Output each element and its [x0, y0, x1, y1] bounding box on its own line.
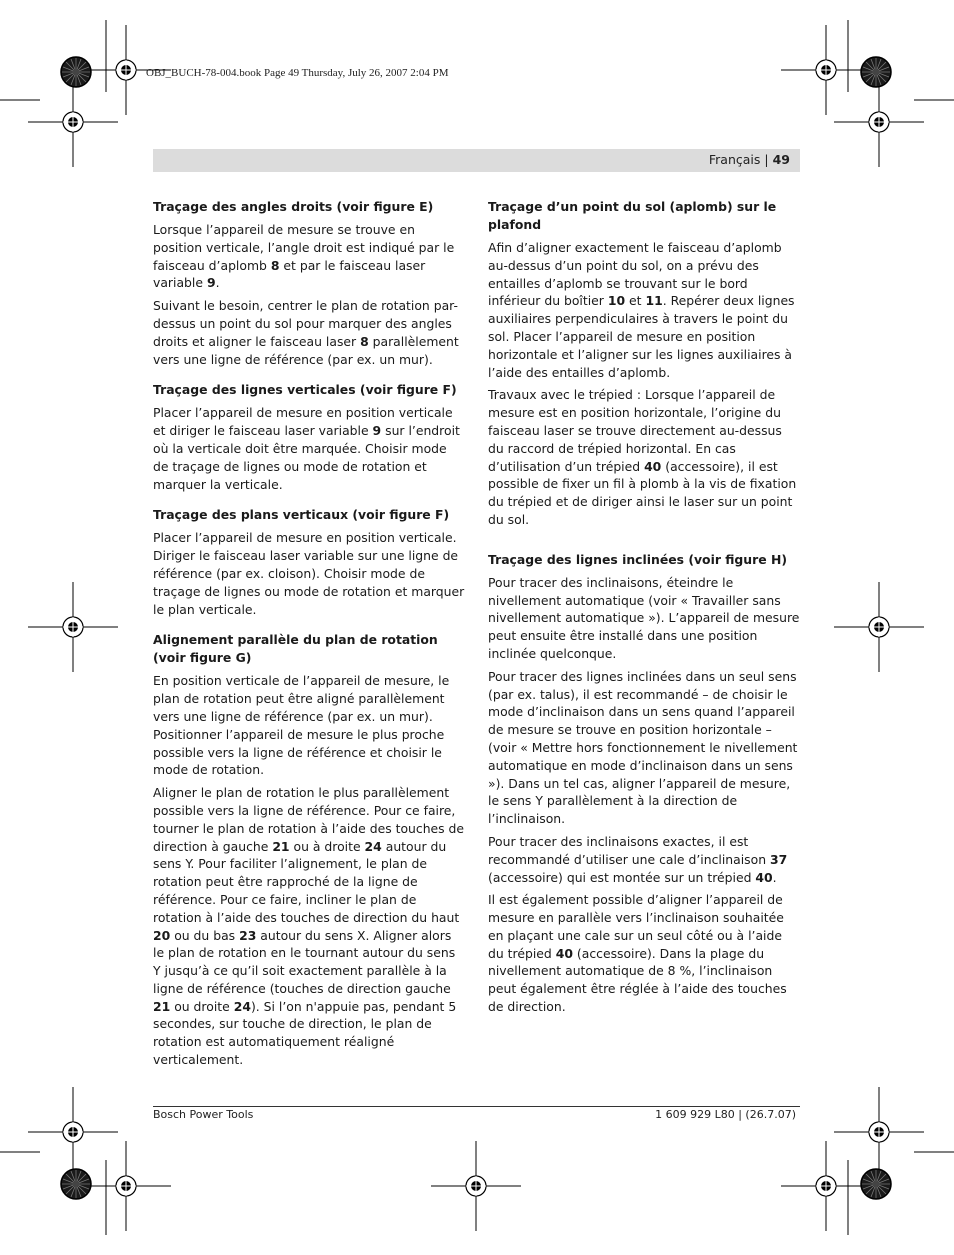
- header-text: [709, 152, 790, 167]
- header-separator: |: [760, 152, 773, 167]
- body-paragraph: Pour tracer des lignes inclinées dans un seul sens (par ex. talus), il est recommandé – de choisir le mode d’inclinaison dans un sens quand l’appareil de mesure se trouve en position horizontale – (voir « Mettre hors fonctionnement le nivellement automatique en mode d’inclinaison dans un sens »). Dans un tel cas, aligner l’appareil de mesure, le sens Y parallèlement à la direction de l’inclinaison.: [488, 668, 798, 827]
- body-paragraph: Pour tracer des inclinaisons exactes, il est recommandé d’utiliser une cale d’inclinaison 37 (accessoire) qui est montée sur un trépied 40.: [488, 833, 788, 885]
- body-paragraph: Aligner le plan de rotation le plus parallèlement possible vers la ligne de référence. Pour ce faire, tourner le plan de rotation à l’aide des touches de direction à gauche 21 ou à droite 24 autour du sens Y. Pour faciliter l’alignement, le plan de rotation peut être rapproché de la ligne de référence. Pour ce faire, incliner le plan de rotation à l’aide des touches de direction du haut 20 ou du bas 23 autour du sens X. Aligner alors le plan de rotation en le tournant autour du sens Y jusqu’à ce qu’il soit exactement parallèle à la ligne de référence (touches de direction gauche 21 ou droite 24). Si l’on n'appuie pas, pendant 5 secondes, sur touche de direction, le plan de rotation est automatiquement réaligné verticalement.: [153, 785, 465, 1068]
- body-paragraph: Pour tracer des inclinaisons, éteindre le nivellement automatique (voir « Travailler sans nivellement automatique »). L’appareil de mesure peut ensuite être installé dans une position inclinée quelconque.: [488, 574, 800, 661]
- section-heading: Alignement parallèle du plan de rotation (voir figure G): [153, 632, 438, 666]
- right-column: [488, 198, 800, 1021]
- section-heading: Traçage des plans verticaux (voir figure F): [153, 507, 450, 523]
- footer-doc-number: 1 609 929 L80 | (26.7.07): [655, 1108, 796, 1121]
- body-paragraph: Lorsque l’appareil de mesure se trouve en position verticale, l’angle droit est indiqué par le faisceau d’aplomb 8 et par le faisceau laser variable 9.: [153, 222, 455, 291]
- section-heading: Traçage des lignes inclinées (voir figure H): [488, 551, 787, 567]
- section-heading: Traçage des angles droits (voir figure E): [153, 199, 434, 214]
- footer-rule: [153, 1106, 800, 1107]
- body-paragraph: En position verticale de l’appareil de mesure, le plan de rotation peut être aligné parallèlement vers une ligne de référence (par ex. un mur). Positionner l’appareil de mesure le plus proche possible vers la ligne de référence et choisir le mode de rotation.: [153, 673, 450, 778]
- body-paragraph: Afin d’aligner exactement le faisceau d’aplomb au-dessus d’un point du sol, on a prévu des entailles d’aplomb se trouvant sur le bord inférieur du boîtier 10 et 11. Repérer deux lignes auxiliaires perpendiculaires à travers le point du sol. Placer l’appareil de mesure en position horizontale et l’aligner sur les lignes auxiliaires à l’aide des entailles d’aplomb.: [488, 240, 795, 380]
- body-paragraph: Travaux avec le trépied : Lorsque l’appareil de mesure est en position horizontale, l’origine du faisceau laser se trouve directement au-dessus du raccord de trépied horizontal. En cas d’utilisation d’un trépied 40 (accessoire), il est possible de fixer un fil à plomb à la vis de fixation du trépied et de diriger ainsi le laser sur un point du sol.: [488, 387, 797, 527]
- header-language: Français: [708, 152, 761, 167]
- section-heading: Traçage d’un point du sol (aplomb) sur le plafond: [488, 199, 777, 232]
- body-paragraph: Placer l’appareil de mesure en position verticale. Diriger le faisceau laser variable sur une ligne de référence (par ex. cloison). Choisir mode de traçage de lignes ou mode de rotation et marquer le plan verticale.: [153, 530, 465, 617]
- page-header: [153, 149, 800, 172]
- book-info-line: OBJ_BUCH-78-004.book Page 49 Thursday, July 26, 2007 2:04 PM: [146, 67, 449, 79]
- body-paragraph: Il est également possible d’aligner l’appareil de mesure en parallèle vers l’inclinaison souhaitée en plaçant une cale sur un seul côté ou à l’aide du trépied 40 (accessoire). Dans la plage du nivellement automatique de 8 %, l’inclinaison peut également être réglée à l’aide des touches de direction.: [488, 892, 787, 1015]
- body-paragraph: Suivant le besoin, centrer le plan de rotation par-dessus un point du sol pour marquer des angles droits et aligner le faisceau laser 8 parallèlement vers une ligne de référence (par ex. un mur).: [153, 298, 459, 367]
- section-heading: Traçage des lignes verticales (voir figure F): [153, 382, 457, 398]
- body-paragraph: Placer l’appareil de mesure en position verticale et diriger le faisceau laser variable 9 sur l’endroit où la verticale doit être marquée. Choisir mode de traçage de lignes ou mode de rotation et marquer la verticale.: [153, 405, 460, 492]
- left-column: [153, 198, 465, 1074]
- page-number: 49: [772, 152, 790, 167]
- footer-brand: Bosch Power Tools: [153, 1108, 254, 1121]
